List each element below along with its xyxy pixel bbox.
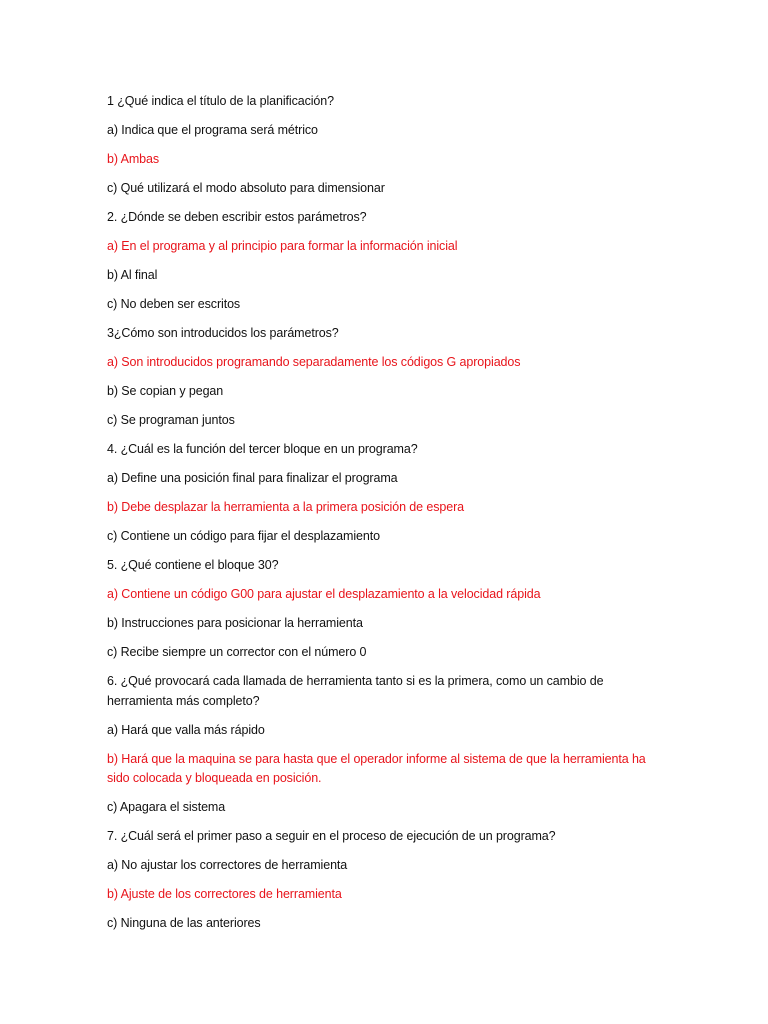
option-4a: a) Define una posición final para finalizar el programa [107,471,398,485]
option-5c: c) Recibe siempre un corrector con el número 0 [107,645,367,659]
question-4: 4. ¿Cuál es la función del tercer bloque en un programa? [107,442,418,456]
answer-7b: b) Ajuste de los correctores de herramienta [107,887,342,901]
answer-6b: b) Hará que la maquina se para hasta que el operador informe al sistema de que la herramienta ha sido colocada y bloqueada en posición. [107,751,646,785]
question-1: 1 ¿Qué indica el título de la planificación? [107,94,334,108]
option-7a: a) No ajustar los correctores de herramienta [107,858,348,872]
question-3: 3¿Cómo son introducidos los parámetros? [107,326,339,340]
option-4c: c) Contiene un código para fijar el desplazamiento [107,529,380,543]
option-7c: c) Ninguna de las anteriores [107,916,261,930]
option-6a: a) Hará que valla más rápido [107,722,265,737]
option-5b: b) Instrucciones para posicionar la herramienta [107,616,363,630]
option-3c: c) Se programan juntos [107,413,235,427]
question-7: 7. ¿Cuál será el primer paso a seguir en el proceso de ejecución de un programa? [107,829,556,843]
answer-2a: a) En el programa y al principio para formar la información inicial [107,239,458,253]
answer-5a: a) Contiene un código G00 para ajustar el desplazamiento a la velocidad rápida [107,587,541,601]
option-2b: b) Al final [107,268,158,282]
answer-3a: a) Son introducidos programando separadamente los códigos G apropiados [107,355,521,369]
option-6c: c) Apagara el sistema [107,800,226,814]
question-5: 5. ¿Qué contiene el bloque 30? [107,558,279,572]
document-page [107,92,667,943]
option-3b: b) Se copian y pegan [107,384,224,398]
question-6: 6. ¿Qué provocará cada llamada de herramienta tanto si es la primera, como un cambio de herramienta más completo? [107,674,604,708]
option-1c: c) Qué utilizará el modo absoluto para dimensionar [107,181,385,195]
option-2c: c) No deben ser escritos [107,297,241,311]
question-2: 2. ¿Dónde se deben escribir estos parámetros? [107,210,367,224]
answer-4b: b) Debe desplazar la herramienta a la primera posición de espera [107,500,464,514]
option-1a: a) Indica que el programa será métrico [107,123,318,137]
answer-1b: b) Ambas [107,152,160,166]
